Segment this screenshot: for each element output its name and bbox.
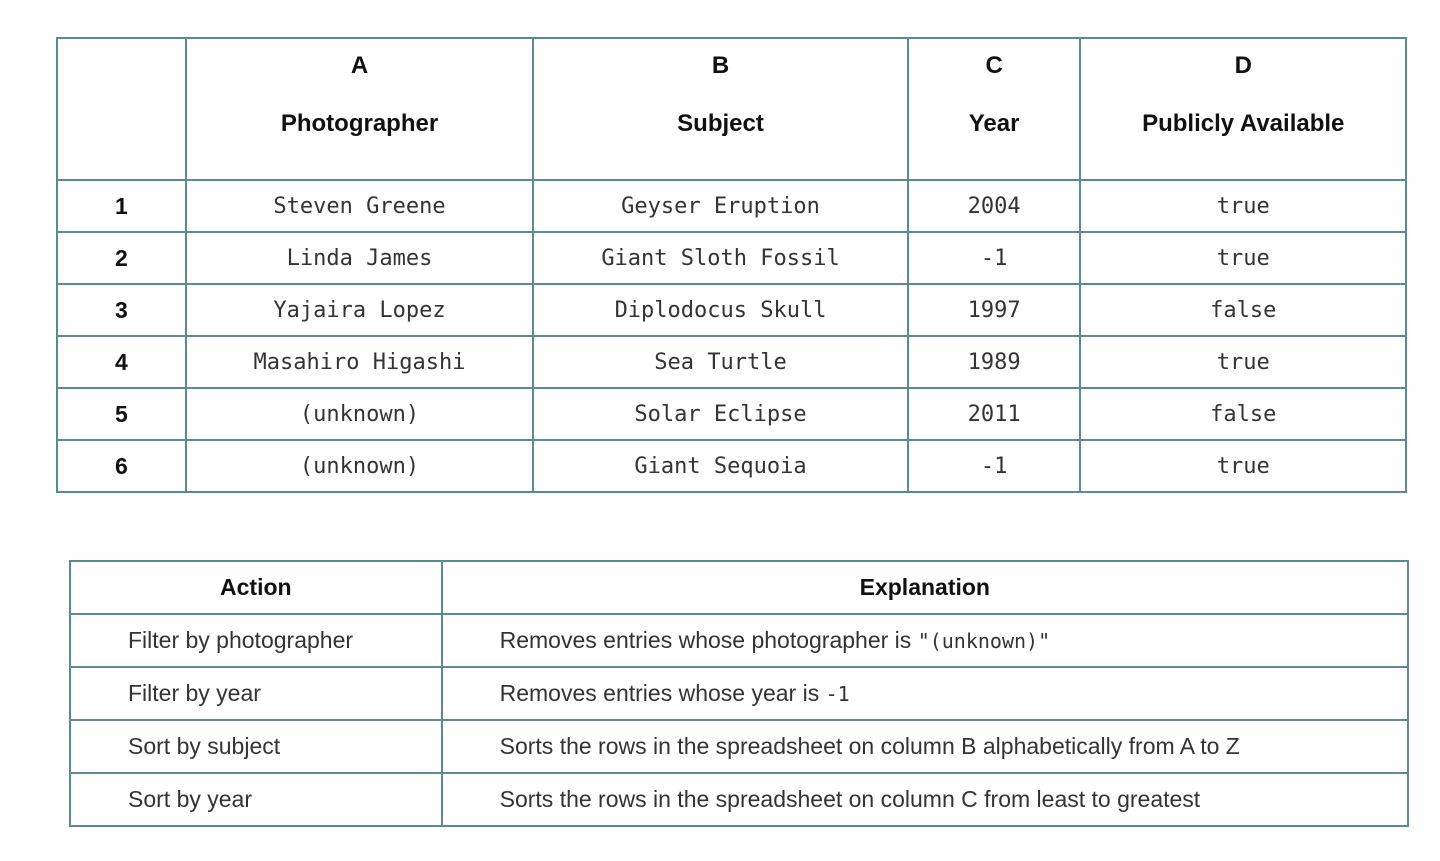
explanation-cell: Sorts the rows in the spreadsheet on column B alphabetically from A to Z: [442, 720, 1408, 773]
corner-cell: [57, 38, 186, 180]
public-cell: true: [1080, 232, 1406, 284]
public-cell: false: [1080, 284, 1406, 336]
table-row: [57, 284, 1406, 336]
action-cell: Sort by year: [70, 773, 442, 826]
column-header-d: [1080, 38, 1406, 180]
action-cell: Filter by photographer: [70, 614, 442, 667]
photographer-cell: (unknown): [186, 440, 534, 492]
explanation-text: Removes entries whose year is: [499, 680, 826, 706]
subject-cell: Giant Sequoia: [533, 440, 907, 492]
column-letter: D: [1234, 52, 1252, 79]
photographer-cell: Yajaira Lopez: [186, 284, 534, 336]
column-header-c: [908, 38, 1081, 180]
column-letter: B: [711, 52, 730, 79]
year-cell: 2011: [908, 388, 1081, 440]
table-row: [57, 388, 1406, 440]
column-letter: A: [350, 52, 369, 79]
column-letter: C: [985, 52, 1003, 79]
table-row: [57, 440, 1406, 492]
explanation-code: -1: [825, 682, 850, 706]
actions-table: [69, 560, 1409, 827]
row-number: 2: [57, 232, 186, 284]
year-cell: -1: [908, 232, 1081, 284]
column-header-b: [533, 38, 907, 180]
row-number: 4: [57, 336, 186, 388]
row-number: 5: [57, 388, 186, 440]
spreadsheet-table: [56, 37, 1407, 493]
subject-cell: Giant Sloth Fossil: [533, 232, 907, 284]
action-cell: Sort by subject: [70, 720, 442, 773]
column-title: Photographer: [280, 110, 439, 137]
explanation-text: Removes entries whose photographer is: [499, 627, 918, 653]
explanation-code: "(unknown)": [917, 629, 1051, 653]
photographer-cell: Masahiro Higashi: [186, 336, 534, 388]
subject-cell: Diplodocus Skull: [533, 284, 907, 336]
photographer-cell: Steven Greene: [186, 180, 534, 232]
subject-cell: Sea Turtle: [533, 336, 907, 388]
row-number: 1: [57, 180, 186, 232]
public-cell: true: [1080, 440, 1406, 492]
column-title: Publicly Available: [1142, 110, 1345, 137]
subject-cell: Solar Eclipse: [533, 388, 907, 440]
photographer-cell: (unknown): [186, 388, 534, 440]
year-cell: 2004: [908, 180, 1081, 232]
column-title: Year: [968, 110, 1020, 137]
column-header-a: [186, 38, 534, 180]
row-number: 6: [57, 440, 186, 492]
table-row: [57, 180, 1406, 232]
column-title: Subject: [677, 110, 764, 137]
table-row: [70, 667, 1408, 720]
action-cell: Filter by year: [70, 667, 442, 720]
actions-header-row: [70, 561, 1408, 614]
explanation-header: Explanation: [442, 561, 1408, 614]
row-number: 3: [57, 284, 186, 336]
explanation-cell: [442, 667, 1408, 720]
table-row: [70, 614, 1408, 667]
public-cell: true: [1080, 336, 1406, 388]
spreadsheet-header-row: [57, 38, 1406, 180]
year-cell: 1989: [908, 336, 1081, 388]
action-header: Action: [70, 561, 442, 614]
subject-cell: Geyser Eruption: [533, 180, 907, 232]
explanation-cell: [442, 614, 1408, 667]
photographer-cell: Linda James: [186, 232, 534, 284]
table-row: [70, 720, 1408, 773]
table-row: [57, 232, 1406, 284]
year-cell: 1997: [908, 284, 1081, 336]
year-cell: -1: [908, 440, 1081, 492]
table-row: [70, 773, 1408, 826]
public-cell: true: [1080, 180, 1406, 232]
public-cell: false: [1080, 388, 1406, 440]
explanation-cell: Sorts the rows in the spreadsheet on column C from least to greatest: [442, 773, 1408, 826]
table-row: [57, 336, 1406, 388]
